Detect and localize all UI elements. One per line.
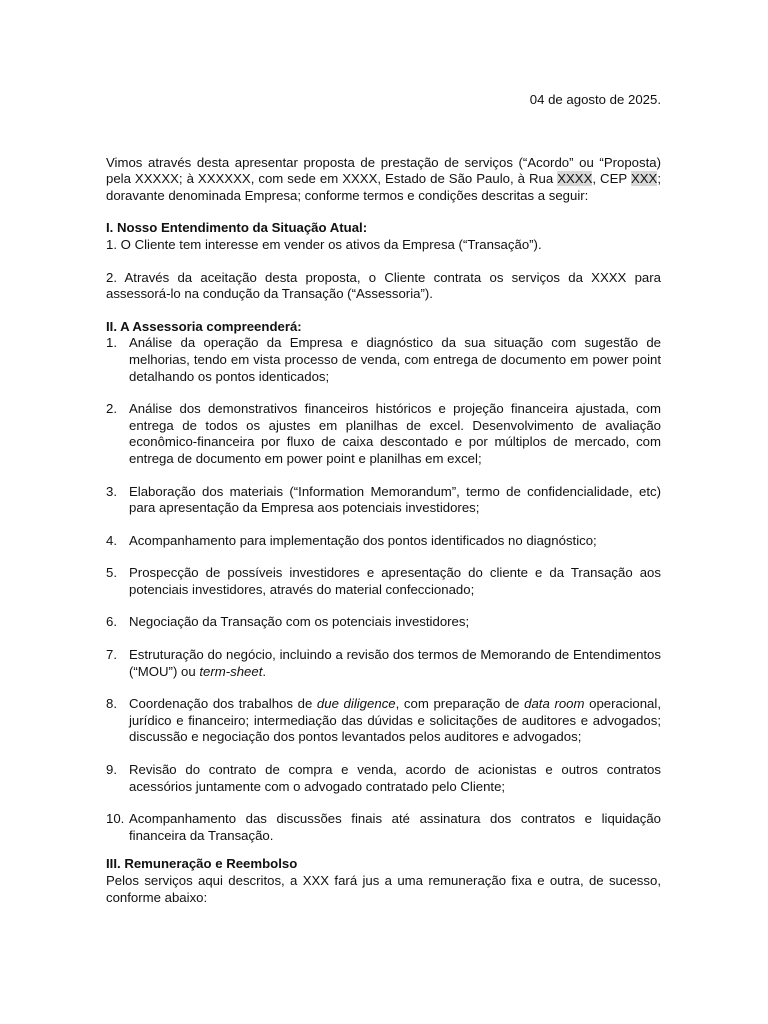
list-item-text: Negociação da Transação com os potenciais investidores;	[129, 614, 470, 630]
section-3-heading: III. Remuneração e Reembolso	[106, 856, 298, 872]
list-item-text: Análise dos demonstrativos financeiros históricos e projeção financeira ajustada, com entrega de todos os ajustes em planilhas de excel. Desenvolvimento de avaliação econômico-financeira por fluxo de caixa descontado e por múltiplos de mercado, com entrega de documento em power point e planilhas em excel;	[129, 401, 661, 466]
list-item-number: 6.	[106, 614, 117, 630]
list-item-number: 9.	[106, 762, 117, 778]
list-item-number: 8.	[106, 696, 117, 712]
list-item-number: 4.	[106, 532, 117, 548]
list-item	[106, 614, 661, 631]
list-item-text: Prospecção de possíveis investidores e apresentação do cliente e da Transação aos potenciais investidores, através do material confeccionado;	[129, 565, 661, 597]
intro-paragraph	[106, 155, 661, 205]
list-item-number: 1.	[106, 335, 117, 351]
list-item-text: Coordenação dos trabalhos de	[129, 696, 317, 712]
section-1-heading: I. Nosso Entendimento da Situação Atual:	[106, 220, 368, 236]
document-body	[106, 92, 661, 906]
due-diligence-italic: due diligence	[316, 696, 396, 712]
list-item	[106, 647, 661, 680]
document-date: 04 de agosto de 2025.	[529, 92, 661, 107]
intro-text-3: ; doravante denominada Empresa; conforme termos e condições descritas a seguir:	[106, 171, 662, 203]
list-item	[106, 811, 661, 844]
list-item	[106, 533, 661, 550]
cep-placeholder: XXX	[630, 171, 658, 187]
list-item-text-end: operacional, jurídico e financeiro; intermediação das dúvidas e solicitações de auditores e advogados; discussão e negociação dos pontos levantados pelos auditores e advogados;	[129, 696, 661, 745]
list-item-text-mid: , com preparação de	[395, 696, 525, 712]
list-item-text: Acompanhamento das discussões finais até assinatura dos contratos e liquidação financeira da Transação.	[129, 811, 661, 843]
intro-text-1: Vimos através desta apresentar proposta de prestação de serviços (“Acordo” ou “Proposta) pela XXXXX; à XXXXXX, com sede em XXXX, Estado de São Paulo, à Rua	[106, 154, 661, 187]
data-room-italic: data room	[524, 696, 585, 712]
section-3-paragraph-1: Pelos serviços aqui descritos, a XXX fará jus a uma remuneração fixa e outra, de sucesso, conforme abaixo:	[106, 873, 661, 905]
list-item	[106, 696, 661, 746]
term-sheet-italic: term-sheet	[199, 663, 263, 679]
intro-text-2: , CEP	[592, 171, 631, 187]
section-2-heading: II. A Assessoria compreenderá:	[106, 318, 302, 334]
list-item-text: Acompanhamento para implementação dos pontos identificados no diagnóstico;	[129, 532, 597, 548]
list-item-text-end: .	[262, 663, 267, 679]
services-list	[106, 335, 661, 844]
list-item-number: 5.	[106, 565, 117, 581]
list-item	[106, 762, 661, 795]
list-item-number: 7.	[106, 647, 117, 663]
list-item	[106, 484, 661, 517]
section-1-paragraph-1: 1. O Cliente tem interesse em vender os ativos da Empresa (“Transação”).	[106, 236, 542, 252]
section-1-paragraph-2: 2. Através da aceitação desta proposta, o Cliente contrata os serviços da XXXX para assessorá-lo na condução da Transação (“Assessoria”).	[106, 269, 661, 302]
list-item-number: 2.	[106, 401, 117, 417]
list-item	[106, 335, 661, 385]
list-item	[106, 401, 661, 467]
list-item-number: 3.	[106, 483, 117, 499]
list-item-number: 10.	[106, 811, 125, 827]
list-item-text: Análise da operação da Empresa e diagnóstico da sua situação com sugestão de melhorias, tendo em vista processo de venda, com entrega de documento em power point detalhando os pontos identicados;	[129, 335, 661, 384]
street-placeholder: XXXX	[557, 171, 593, 187]
list-item-text: Elaboração dos materiais (“Information Memorandum”, termo de confidencialidade, etc) para apresentação da Empresa aos potenciais investidores;	[129, 483, 661, 516]
list-item-text: Revisão do contrato de compra e venda, acordo de acionistas e outros contratos acessórios juntamente com o advogado contratado pelo Cliente;	[129, 762, 661, 794]
list-item-text: Estruturação do negócio, incluindo a revisão dos termos de Memorando de Entendimentos (“MOU”) ou	[129, 647, 661, 679]
list-item	[106, 565, 661, 598]
